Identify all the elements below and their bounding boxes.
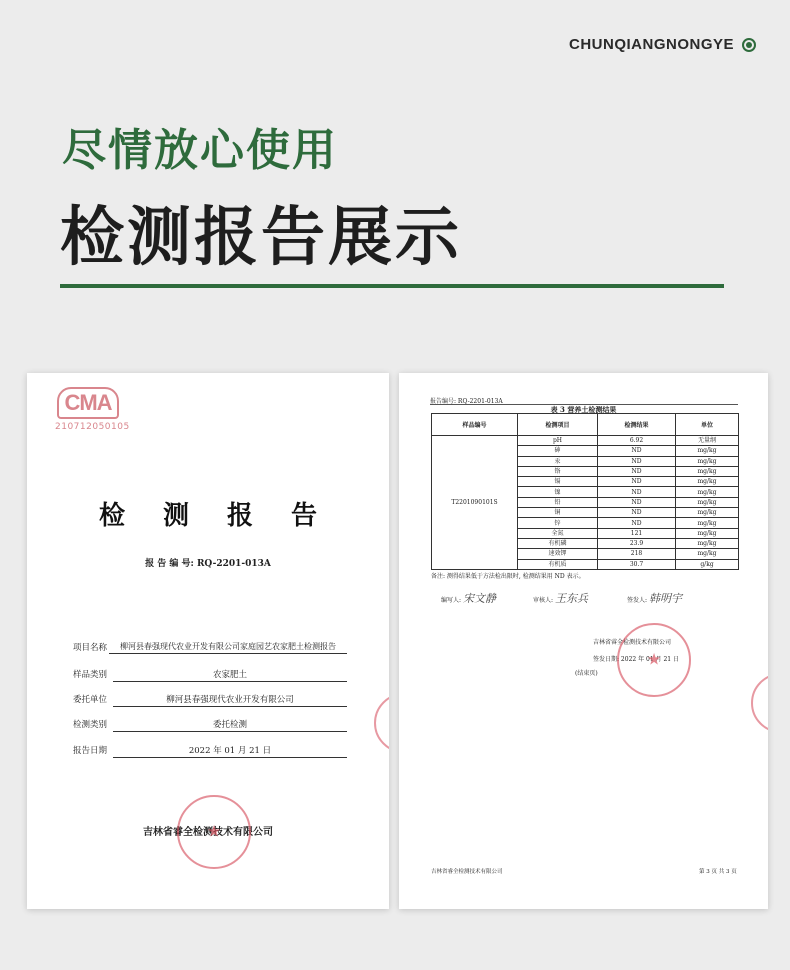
table-cell-unit: mg/kg — [676, 518, 739, 528]
field-project-name — [73, 641, 336, 653]
table-header: 单位 — [676, 414, 739, 436]
signature-writer — [441, 590, 496, 606]
field-label: 检测类别 — [73, 720, 108, 730]
table-row — [432, 436, 739, 446]
issue-date: 签发日期: 2022 年 01 月 21 日 — [593, 656, 680, 663]
brand-name: CHUNQIANGNONGYE — [568, 36, 734, 53]
table-cell-item: 有机磷 — [518, 538, 598, 548]
signature-label: 签发人: — [627, 597, 648, 604]
headline-subtitle: 尽情放心使用 — [62, 125, 338, 176]
handwritten-signature: 王东兵 — [554, 592, 588, 605]
table-cell-unit: mg/kg — [676, 528, 739, 538]
table-cell-result: ND — [598, 497, 676, 507]
table-cell-unit: g/kg — [676, 559, 739, 569]
table-cell-unit: mg/kg — [676, 497, 739, 507]
table-cell-result: ND — [598, 518, 676, 528]
table-cell-item: 铜 — [518, 508, 598, 518]
table-cell-result: 23.9 — [598, 538, 676, 548]
table-cell-item: 速效钾 — [518, 549, 598, 559]
report-title-char: 检 — [98, 501, 125, 531]
table-cell-item: 镉 — [518, 477, 598, 487]
edge-seal-stamp — [374, 693, 389, 753]
footer-page-number: 第 3 页 共 3 页 — [699, 869, 737, 875]
table-title: 表 3 营养土检测结果 — [550, 405, 617, 414]
table-header: 检测项目 — [518, 414, 598, 436]
report-results-page — [399, 373, 768, 909]
field-label: 样品类别 — [73, 670, 108, 680]
field-value: 农家肥土 — [113, 668, 347, 682]
table-cell-unit: mg/kg — [676, 538, 739, 548]
table-cell-item: 有机质 — [518, 559, 598, 569]
table-cell-result: ND — [598, 508, 676, 518]
table-note: 备注: 测得结果低于方法检出限时, 检测结果用 ND 表示。 — [431, 573, 585, 580]
signature-label: 审核人: — [533, 597, 554, 604]
field-value: 委托检测 — [113, 718, 347, 732]
report-number: 报告编号: RQ-2201-013A — [430, 398, 503, 405]
report-title-char: 报 — [227, 501, 254, 531]
report-title — [27, 495, 389, 532]
issuer-company: 吉林省睿全检测技术有限公司 — [593, 639, 672, 646]
table-cell-item: 铬 — [518, 466, 598, 476]
report-title-char: 测 — [162, 501, 189, 531]
field-value: 柳河县春强现代农业开发有限公司 — [113, 693, 347, 707]
report-number: 报 告 编 号: RQ-2201-013A — [145, 559, 271, 569]
brand-logo-icon — [742, 38, 756, 52]
table-cell-unit: mg/kg — [676, 549, 739, 559]
table-cell-unit: 无量纲 — [676, 436, 739, 446]
table-cell-unit: mg/kg — [676, 487, 739, 497]
table-cell-result: ND — [598, 487, 676, 497]
table-cell-result: ND — [598, 456, 676, 466]
company-seal-stamp — [617, 623, 691, 697]
table-cell-result: 218 — [598, 549, 676, 559]
handwritten-signature: 宋文静 — [462, 592, 496, 605]
cma-logo: CMA — [57, 387, 119, 419]
field-test-type — [73, 718, 247, 730]
field-value: 2022 年 01 月 21 日 — [113, 744, 347, 758]
table-cell-item: 砷 — [518, 446, 598, 456]
table-cell-item: 铅 — [518, 497, 598, 507]
brand-header — [569, 36, 756, 53]
field-label: 项目名称 — [73, 643, 108, 653]
table-cell-unit: mg/kg — [676, 477, 739, 487]
field-sample-type — [73, 668, 247, 680]
testing-company-name: 吉林省睿全检测技术有限公司 — [143, 827, 273, 838]
table-cell-result: 121 — [598, 528, 676, 538]
table-cell-item: 锌 — [518, 518, 598, 528]
field-report-date — [73, 744, 272, 756]
table-cell-unit: mg/kg — [676, 446, 739, 456]
cma-number: 210712050105 — [55, 422, 130, 432]
title-divider — [60, 284, 724, 288]
field-label: 委托单位 — [73, 695, 108, 705]
table-header: 样品编号 — [432, 414, 518, 436]
table-cell-result: 6.92 — [598, 436, 676, 446]
footer-company: 吉林省睿全检测技术有限公司 — [431, 869, 503, 875]
field-client — [73, 693, 294, 705]
handwritten-signature: 韩明宇 — [648, 592, 682, 605]
table-cell-item: 汞 — [518, 456, 598, 466]
table-cell-unit: mg/kg — [676, 456, 739, 466]
table-cell-unit: mg/kg — [676, 508, 739, 518]
table-cell-result: ND — [598, 446, 676, 456]
field-value: 柳河县春强现代农业开发有限公司家庭园艺农家肥土检测报告 — [109, 641, 347, 654]
table-cell-result: 30.7 — [598, 559, 676, 569]
table-cell-item: 全氮 — [518, 528, 598, 538]
report-title-char: 告 — [291, 501, 318, 531]
signature-reviewer — [533, 590, 588, 606]
table-cell-item: 镍 — [518, 487, 598, 497]
table-cell-item: pH — [518, 436, 598, 446]
signature-label: 编写人: — [441, 597, 462, 604]
end-page-mark: (结束页) — [575, 670, 598, 677]
table-header: 检测结果 — [598, 414, 676, 436]
table-cell-result: ND — [598, 466, 676, 476]
company-seal-stamp — [177, 795, 251, 869]
headline-title: 检测报告展示 — [60, 201, 462, 275]
sample-id-cell: T2201090101S — [432, 436, 518, 570]
signature-issuer — [627, 590, 682, 606]
table-cell-unit: mg/kg — [676, 466, 739, 476]
report-cover-page — [27, 373, 389, 909]
edge-seal-stamp — [751, 673, 768, 733]
results-table — [431, 413, 739, 570]
field-label: 报告日期 — [73, 746, 108, 756]
table-cell-result: ND — [598, 477, 676, 487]
